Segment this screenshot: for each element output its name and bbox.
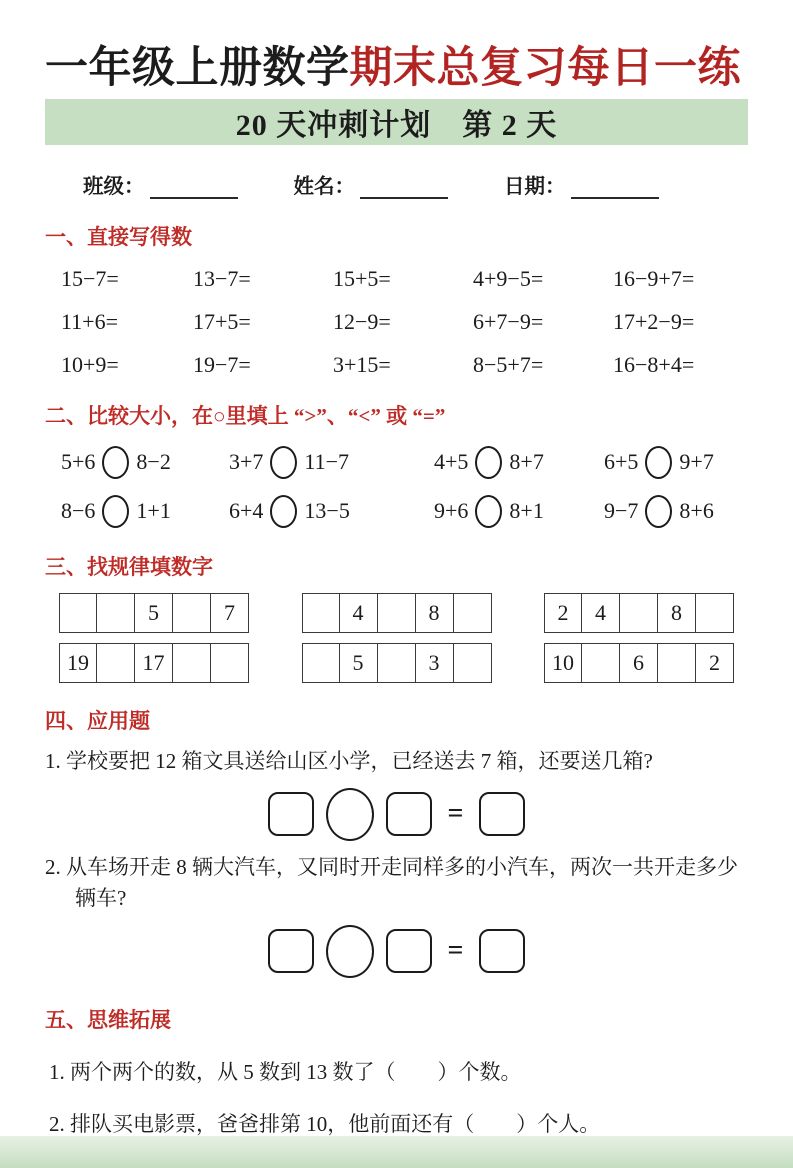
answer-shapes-1 — [45, 788, 748, 841]
math-problem: 16−9+7= — [613, 266, 695, 292]
title-black-part: 一年级上册数学 — [45, 45, 350, 92]
math-problem: 4+9−5= — [473, 266, 544, 292]
comparison-item — [61, 444, 229, 480]
name-field — [294, 169, 449, 199]
comparison-right: 8−2 — [136, 449, 171, 475]
class-field — [83, 169, 238, 199]
compare-circle[interactable] — [645, 495, 672, 528]
comparison-item — [229, 444, 434, 480]
pattern-table — [544, 643, 734, 683]
banner-text: 20 天冲刺计划 第 2 天 — [235, 109, 558, 143]
page-title — [45, 46, 748, 91]
compare-circle[interactable] — [475, 495, 502, 528]
comparison-right: 9+7 — [679, 449, 714, 475]
pattern-cell[interactable]: 19 — [59, 643, 97, 683]
comparison-left: 8−6 — [61, 498, 96, 524]
date-blank-line[interactable] — [571, 177, 659, 200]
compare-circle[interactable] — [645, 446, 672, 479]
answer-box[interactable] — [386, 792, 432, 836]
comparison-left: 5+6 — [61, 449, 96, 475]
pattern-cell[interactable] — [97, 593, 135, 633]
pattern-table — [59, 643, 249, 683]
math-problem: 12−9= — [333, 309, 391, 335]
pattern-cell[interactable]: 2 — [696, 643, 734, 683]
footer-band — [0, 1136, 793, 1168]
math-problem: 13−7= — [193, 266, 251, 292]
comparison-left: 9−7 — [604, 498, 639, 524]
comparison-left: 9+6 — [434, 498, 469, 524]
math-problem: 11+6= — [61, 309, 118, 335]
comparison-item — [604, 444, 748, 480]
thinking-item-2: 2. 排队买电影票，爸爸排第 10，他前面还有（ ）个人。 — [49, 1111, 601, 1136]
math-problem: 8−5+7= — [473, 352, 544, 378]
pattern-cell[interactable]: 3 — [416, 643, 454, 683]
comparison-right: 13−5 — [304, 498, 350, 524]
operator-circle[interactable] — [326, 788, 374, 841]
section1-title: 一、直接写得数 — [45, 225, 192, 250]
comparison-right: 11−7 — [304, 449, 350, 475]
math-problem: 17+2−9= — [613, 309, 695, 335]
calc-grid — [45, 266, 748, 378]
class-blank-line[interactable] — [150, 177, 238, 200]
math-problem: 6+7−9= — [473, 309, 544, 335]
pattern-cell[interactable] — [620, 593, 658, 633]
comparison-item — [434, 493, 604, 529]
comparison-left: 4+5 — [434, 449, 469, 475]
compare-circle[interactable] — [102, 446, 129, 479]
pattern-cell[interactable] — [378, 643, 416, 683]
equals-sign: = — [447, 935, 464, 967]
comparison-right: 8+1 — [509, 498, 544, 524]
equals-sign: = — [447, 798, 464, 830]
math-problem: 15−7= — [61, 266, 119, 292]
banner — [45, 99, 748, 145]
comparison-grid — [45, 444, 748, 529]
date-field — [504, 169, 659, 199]
pattern-cell[interactable]: 4 — [582, 593, 620, 633]
name-label: 姓名： — [293, 176, 355, 199]
pattern-cell[interactable]: 8 — [416, 593, 454, 633]
answer-shapes-2 — [45, 925, 748, 978]
pattern-cell[interactable]: 5 — [340, 643, 378, 683]
comparison-item — [229, 493, 434, 529]
comparison-left: 3+7 — [229, 449, 264, 475]
class-label: 班级： — [83, 176, 145, 199]
pattern-cell[interactable] — [97, 643, 135, 683]
pattern-cell[interactable] — [378, 593, 416, 633]
pattern-cell[interactable]: 5 — [135, 593, 173, 633]
math-problem: 10+9= — [61, 352, 119, 378]
pattern-cell[interactable] — [211, 643, 249, 683]
pattern-cell[interactable]: 17 — [135, 643, 173, 683]
compare-circle[interactable] — [102, 495, 129, 528]
pattern-cell[interactable] — [173, 593, 211, 633]
answer-box[interactable] — [479, 929, 525, 973]
compare-circle[interactable] — [475, 446, 502, 479]
comparison-left: 6+4 — [229, 498, 264, 524]
pattern-table — [302, 643, 492, 683]
pattern-cell[interactable]: 7 — [211, 593, 249, 633]
operator-circle[interactable] — [326, 925, 374, 978]
title-red-part: 期末总复习每日一练 — [349, 45, 741, 92]
compare-circle[interactable] — [270, 446, 297, 479]
math-problem: 15+5= — [333, 266, 391, 292]
pattern-cell[interactable]: 4 — [340, 593, 378, 633]
section4-title: 四、应用题 — [45, 709, 150, 734]
thinking-item-1: 1. 两个两个的数，从 5 数到 13 数了（ ）个数。 — [49, 1059, 522, 1084]
comparison-right: 1+1 — [136, 498, 171, 524]
comparison-right: 8+6 — [679, 498, 714, 524]
section5-title: 五、思维拓展 — [45, 1007, 171, 1032]
pattern-table-row — [59, 643, 734, 683]
pattern-cell[interactable] — [302, 643, 340, 683]
comparison-left: 6+5 — [604, 449, 639, 475]
name-blank-line[interactable] — [360, 177, 448, 200]
pattern-cell[interactable] — [59, 593, 97, 633]
pattern-cell[interactable]: 6 — [620, 643, 658, 683]
comparison-item — [434, 444, 604, 480]
math-problem: 17+5= — [193, 309, 251, 335]
pattern-cell[interactable] — [454, 643, 492, 683]
math-problem: 19−7= — [193, 352, 251, 378]
pattern-table — [59, 593, 249, 633]
comparison-right: 8+7 — [509, 449, 544, 475]
answer-box[interactable] — [268, 929, 314, 973]
pattern-cell[interactable] — [582, 643, 620, 683]
pattern-cell[interactable]: 8 — [658, 593, 696, 633]
comparison-item — [61, 493, 229, 529]
word-problem-2: 2. 从车场开走 8 辆大汽车，又同时开走同样多的小汽车，两次一共开走多少辆车? — [45, 854, 738, 911]
pattern-cell[interactable] — [454, 593, 492, 633]
math-problem: 3+15= — [333, 352, 391, 378]
answer-box[interactable] — [479, 792, 525, 836]
pattern-cell[interactable] — [658, 643, 696, 683]
pattern-cell[interactable] — [302, 593, 340, 633]
pattern-cell[interactable]: 2 — [544, 593, 582, 633]
word-problem-1: 1. 学校要把 12 箱文具送给山区小学，已经送去 7 箱，还要送几箱? — [45, 749, 653, 774]
pattern-cell[interactable]: 10 — [544, 643, 582, 683]
compare-circle[interactable] — [270, 495, 297, 528]
worksheet-page — [0, 46, 793, 1168]
pattern-table-row — [59, 593, 734, 633]
info-row — [45, 169, 748, 199]
pattern-table — [302, 593, 492, 633]
section3-title: 三、找规律填数字 — [45, 555, 213, 580]
pattern-cell[interactable] — [173, 643, 211, 683]
math-problem: 16−8+4= — [613, 352, 695, 378]
pattern-table — [544, 593, 734, 633]
pattern-cell[interactable] — [696, 593, 734, 633]
date-label: 日期： — [504, 176, 566, 199]
answer-box[interactable] — [268, 792, 314, 836]
answer-box[interactable] — [386, 929, 432, 973]
section2-title: 二、比较大小，在○里填上 “>”、“<” 或 “=” — [45, 404, 446, 429]
comparison-item — [604, 493, 748, 529]
